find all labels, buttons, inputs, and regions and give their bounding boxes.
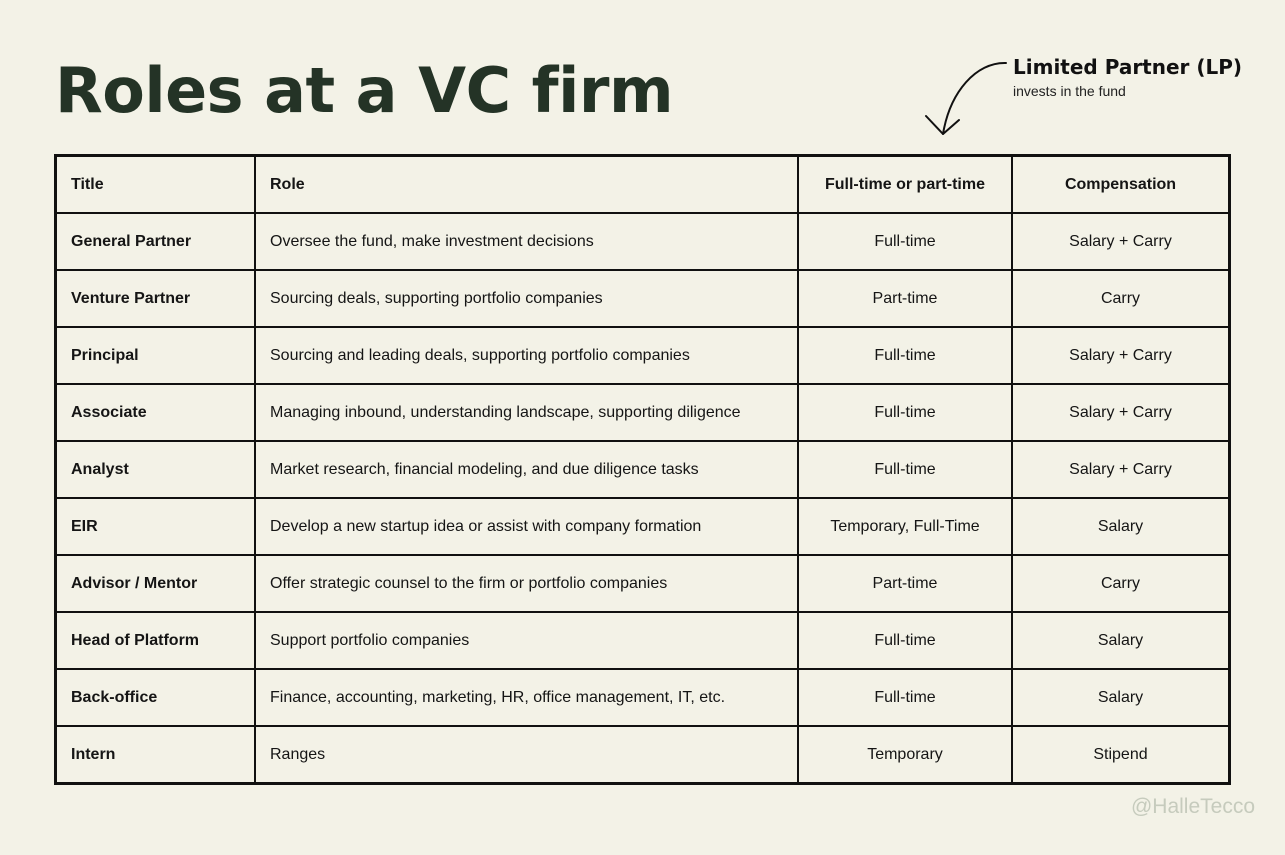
row-role: Finance, accounting, marketing, HR, office management, IT, etc.	[255, 669, 798, 726]
row-compensation: Carry	[1012, 270, 1230, 327]
row-compensation: Salary + Carry	[1012, 213, 1230, 270]
row-title: Back-office	[56, 669, 256, 726]
row-role: Ranges	[255, 726, 798, 784]
page-title: Roles at a VC firm	[55, 54, 674, 127]
row-role: Offer strategic counsel to the firm or portfolio companies	[255, 555, 798, 612]
row-role: Develop a new startup idea or assist with company formation	[255, 498, 798, 555]
row-compensation: Salary	[1012, 669, 1230, 726]
row-compensation: Carry	[1012, 555, 1230, 612]
lp-callout	[1013, 54, 1242, 100]
header-role: Role	[255, 156, 798, 214]
row-time: Part-time	[798, 270, 1012, 327]
table-header-row	[56, 156, 1230, 214]
table-row	[56, 726, 1230, 784]
row-title: Head of Platform	[56, 612, 256, 669]
header-title: Title	[56, 156, 256, 214]
lp-callout-subtitle: invests in the fund	[1013, 83, 1126, 99]
row-compensation: Salary + Carry	[1012, 384, 1230, 441]
row-role: Sourcing and leading deals, supporting portfolio companies	[255, 327, 798, 384]
row-title: Associate	[56, 384, 256, 441]
row-time: Temporary, Full-Time	[798, 498, 1012, 555]
roles-table	[54, 154, 1231, 785]
row-title: EIR	[56, 498, 256, 555]
lp-callout-title: Limited Partner (LP)	[1013, 55, 1243, 79]
row-compensation: Salary + Carry	[1012, 441, 1230, 498]
table-row	[56, 441, 1230, 498]
row-time: Full-time	[798, 441, 1012, 498]
table-row	[56, 555, 1230, 612]
row-compensation: Salary	[1012, 498, 1230, 555]
row-title: Advisor / Mentor	[56, 555, 256, 612]
row-role: Support portfolio companies	[255, 612, 798, 669]
author-credit: @HalleTecco	[1130, 795, 1255, 818]
row-compensation: Salary	[1012, 612, 1230, 669]
table-row	[56, 612, 1230, 669]
row-time: Full-time	[798, 669, 1012, 726]
row-role: Market research, financial modeling, and due diligence tasks	[255, 441, 798, 498]
row-role: Oversee the fund, make investment decisions	[255, 213, 798, 270]
table-row	[56, 669, 1230, 726]
row-compensation: Stipend	[1012, 726, 1230, 784]
row-title: Analyst	[56, 441, 256, 498]
table-row	[56, 270, 1230, 327]
table-row	[56, 213, 1230, 270]
row-title: Principal	[56, 327, 256, 384]
header-time: Full-time or part-time	[798, 156, 1012, 214]
row-title: General Partner	[56, 213, 256, 270]
row-time: Temporary	[798, 726, 1012, 784]
row-time: Full-time	[798, 327, 1012, 384]
row-title: Venture Partner	[56, 270, 256, 327]
row-title: Intern	[56, 726, 256, 784]
table-row	[56, 384, 1230, 441]
curved-arrow-icon	[918, 56, 1013, 140]
row-role: Managing inbound, understanding landscape, supporting diligence	[255, 384, 798, 441]
row-role: Sourcing deals, supporting portfolio companies	[255, 270, 798, 327]
row-compensation: Salary + Carry	[1012, 327, 1230, 384]
row-time: Part-time	[798, 555, 1012, 612]
table-row	[56, 327, 1230, 384]
header-compensation: Compensation	[1012, 156, 1230, 214]
row-time: Full-time	[798, 213, 1012, 270]
row-time: Full-time	[798, 384, 1012, 441]
row-time: Full-time	[798, 612, 1012, 669]
table-row	[56, 498, 1230, 555]
